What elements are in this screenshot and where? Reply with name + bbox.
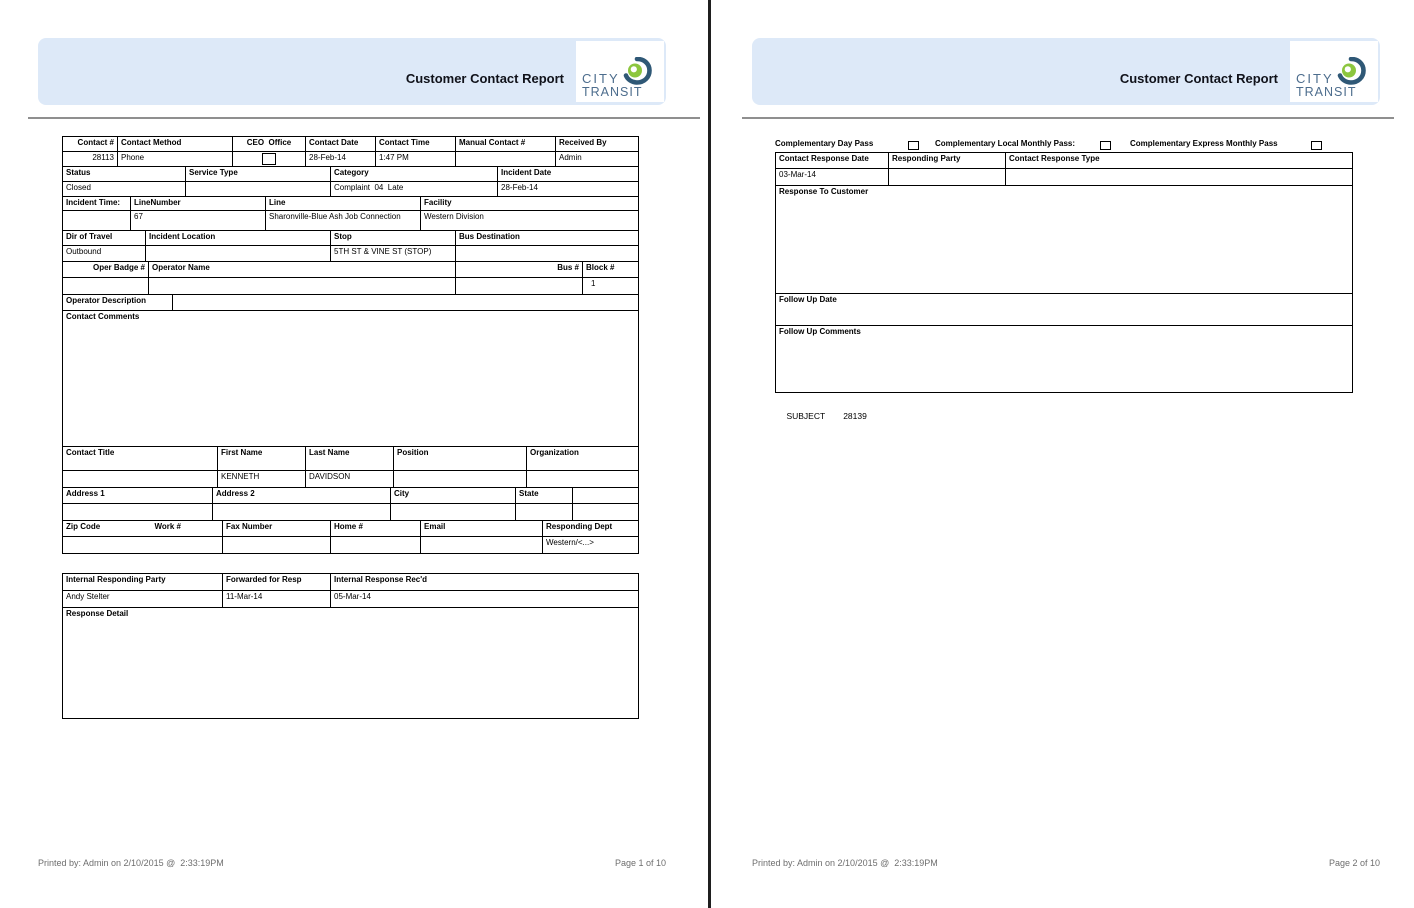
responding-dept-value: Western/<...> <box>546 538 594 547</box>
address1-value <box>63 504 213 520</box>
incident-location-value <box>146 246 331 261</box>
first-name-label: First Name <box>218 447 306 470</box>
contact-response-date-label: Contact Response Date <box>776 153 889 168</box>
bus-number-label: Bus # <box>456 262 583 277</box>
logo-city-text: CITY <box>1296 71 1334 86</box>
contact-date-value: 28-Feb-14 <box>306 152 376 166</box>
contact-method-label: Contact Method <box>118 137 233 151</box>
incident-time-label: Incident Time: <box>63 197 131 210</box>
forwarded-for-resp-value: 11-Mar-14 <box>223 591 331 607</box>
contact-date-label: Contact Date <box>306 137 376 151</box>
received-by-value: Admin <box>559 153 582 162</box>
page2-header-band <box>752 38 1380 105</box>
response-detail-box <box>63 608 638 718</box>
home-number-value <box>331 537 421 553</box>
internal-responding-party-label: Internal Responding Party <box>63 574 223 590</box>
printed-by-text: Printed by: Admin on 2/10/2015 @ 2:33:19PM <box>38 858 224 868</box>
state-extra-cell <box>573 488 638 503</box>
operator-name-value <box>149 278 456 294</box>
report-title: Customer Contact Report <box>1119 71 1278 86</box>
express-monthly-pass-label: Complementary Express Monthly Pass <box>1130 139 1278 148</box>
incident-time-value <box>63 211 131 230</box>
subject-line <box>777 401 867 431</box>
form-row <box>63 447 638 471</box>
fax-number-label: Fax Number <box>223 521 331 536</box>
incident-date-value: 28-Feb-14 <box>501 183 538 192</box>
page1-footer <box>38 858 666 868</box>
zip-work-value <box>63 537 223 553</box>
contact-title-value <box>63 471 218 487</box>
city-transit-logo <box>576 41 664 102</box>
stop-value: 5TH ST & VINE ST (STOP) <box>331 246 456 261</box>
bus-destination-value <box>456 246 638 261</box>
form-row <box>63 231 638 246</box>
follow-up-date-label: Follow Up Date <box>779 295 837 304</box>
internal-response-table <box>62 573 639 719</box>
zip-code-label: Zip Code <box>66 522 101 531</box>
logo-transit-text: TRANSIT <box>1296 85 1357 99</box>
form-row <box>776 169 1352 186</box>
manual-contact-label: Manual Contact # <box>456 137 556 151</box>
form-row <box>63 211 638 231</box>
bus-destination-label: Bus Destination <box>459 232 520 241</box>
internal-response-recd-value: 05-Mar-14 <box>334 592 371 601</box>
status-value: Closed <box>63 182 186 196</box>
last-name-value: DAVIDSON <box>306 471 394 487</box>
state-label: State <box>516 488 573 503</box>
stop-label: Stop <box>331 231 456 245</box>
contact-number-label: Contact # <box>63 137 118 151</box>
response-to-customer-label: Response To Customer <box>779 187 869 196</box>
incident-date-label: Incident Date <box>501 168 552 177</box>
form-row <box>63 488 638 504</box>
form-row <box>63 537 638 553</box>
response-to-customer-box <box>776 186 1352 294</box>
line-value: Sharonville-Blue Ash Job Connection <box>266 211 421 230</box>
form-row <box>63 197 638 211</box>
header-rule <box>742 117 1394 119</box>
ceo-office-label: CEO Office <box>233 137 306 151</box>
page-number-text: Page 2 of 10 <box>1328 858 1380 868</box>
fax-number-value <box>223 537 331 553</box>
contact-response-type-value <box>1006 169 1352 185</box>
block-number-label: Block # <box>586 263 615 272</box>
received-by-label: Received By <box>559 138 607 147</box>
contact-time-value: 1:47 PM <box>376 152 456 166</box>
form-row <box>63 521 638 537</box>
first-name-value: KENNETH <box>218 471 306 487</box>
contact-comments-box <box>63 311 638 447</box>
follow-up-date-box <box>776 294 1352 326</box>
subject-label: SUBJECT <box>786 411 826 421</box>
contact-form-table <box>62 136 639 554</box>
form-row <box>63 295 638 311</box>
city-transit-logo <box>1290 41 1378 102</box>
form-row <box>63 246 638 262</box>
form-row <box>63 182 638 197</box>
contact-method-value: Phone <box>118 152 233 166</box>
header-rule <box>28 117 700 119</box>
contact-title-label: Contact Title <box>63 447 218 470</box>
page-number-text: Page 1 of 10 <box>614 858 666 868</box>
bus-number-value <box>456 278 583 294</box>
form-row <box>63 262 638 278</box>
category-label: Category <box>331 167 498 181</box>
logo-top-row <box>1296 57 1373 85</box>
express-monthly-pass-checkbox-icon <box>1311 141 1322 150</box>
ceo-office-checkbox-icon <box>262 153 276 165</box>
form-row <box>63 137 638 152</box>
line-label: Line <box>266 197 421 210</box>
position-value <box>394 471 527 487</box>
form-row <box>63 574 638 591</box>
zip-work-label-cell <box>63 521 223 536</box>
page-divider <box>708 0 711 908</box>
form-row <box>63 278 638 295</box>
dir-of-travel-label: Dir of Travel <box>63 231 146 245</box>
state-value <box>516 504 573 520</box>
service-type-value <box>186 182 331 196</box>
manual-contact-value <box>456 152 556 166</box>
dir-of-travel-value: Outbound <box>63 246 146 261</box>
day-pass-checkbox-icon <box>908 141 919 150</box>
logo-transit-text: TRANSIT <box>582 85 643 99</box>
local-monthly-pass-checkbox-icon <box>1100 141 1111 150</box>
contact-number-value: 28113 <box>63 152 118 166</box>
page1-header-band <box>38 38 666 105</box>
contact-time-label: Contact Time <box>376 137 456 151</box>
form-row <box>63 591 638 608</box>
responding-party-value <box>889 169 1006 185</box>
ceo-office-value-cell <box>233 152 306 166</box>
subject-value: 28139 <box>843 411 867 421</box>
line-number-label: LineNumber <box>131 197 266 210</box>
operator-name-label: Operator Name <box>149 262 456 277</box>
internal-response-recd-label: Internal Response Rec'd <box>334 575 428 584</box>
facility-value: Western Division <box>424 212 484 221</box>
email-label: Email <box>421 521 543 536</box>
operator-description-label: Operator Description <box>63 295 173 310</box>
report-title: Customer Contact Report <box>405 71 564 86</box>
position-label: Position <box>394 447 527 470</box>
logo-top-row <box>582 57 659 85</box>
day-pass-label: Complementary Day Pass <box>775 139 874 148</box>
last-name-label: Last Name <box>306 447 394 470</box>
status-label: Status <box>63 167 186 181</box>
form-row <box>63 504 638 521</box>
responding-party-label: Responding Party <box>889 153 1006 168</box>
oper-badge-value <box>63 278 149 294</box>
contact-comments-label: Contact Comments <box>66 312 140 321</box>
follow-up-comments-box <box>776 326 1352 392</box>
forwarded-for-resp-label: Forwarded for Resp <box>223 574 331 590</box>
city-label: City <box>391 488 516 503</box>
line-number-value: 67 <box>131 211 266 230</box>
logo-city-text: CITY <box>582 71 620 86</box>
organization-label: Organization <box>530 448 579 457</box>
oper-badge-label: Oper Badge # <box>63 262 149 277</box>
service-type-label: Service Type <box>186 167 331 181</box>
form-row <box>63 152 638 167</box>
response-detail-label: Response Detail <box>66 609 129 618</box>
swirl-icon <box>1336 57 1366 85</box>
internal-responding-party-value: Andy Stelter <box>63 591 223 607</box>
facility-label: Facility <box>424 198 452 207</box>
incident-location-label: Incident Location <box>146 231 331 245</box>
category-value: Complaint 04 Late <box>331 182 498 196</box>
printed-by-text: Printed by: Admin on 2/10/2015 @ 2:33:19PM <box>752 858 938 868</box>
local-monthly-pass-label: Complementary Local Monthly Pass: <box>935 139 1076 148</box>
form-row <box>63 471 638 488</box>
address2-label: Address 2 <box>213 488 391 503</box>
address1-label: Address 1 <box>63 488 213 503</box>
page2-footer <box>752 858 1380 868</box>
email-value <box>421 537 543 553</box>
state-extra-value <box>573 504 638 520</box>
form-row <box>776 153 1352 169</box>
block-number-value: 1 <box>591 279 596 288</box>
response-table <box>775 152 1353 393</box>
contact-response-type-label: Contact Response Type <box>1009 154 1100 163</box>
responding-dept-label: Responding Dept <box>546 522 613 531</box>
swirl-icon <box>622 57 652 85</box>
follow-up-comments-label: Follow Up Comments <box>779 327 861 336</box>
work-number-label: Work # <box>154 522 181 531</box>
operator-description-value <box>173 295 638 310</box>
contact-response-date-value: 03-Mar-14 <box>776 169 889 185</box>
address2-value <box>213 504 391 520</box>
city-value <box>391 504 516 520</box>
home-number-label: Home # <box>331 521 421 536</box>
organization-value <box>527 471 638 487</box>
form-row <box>63 167 638 182</box>
